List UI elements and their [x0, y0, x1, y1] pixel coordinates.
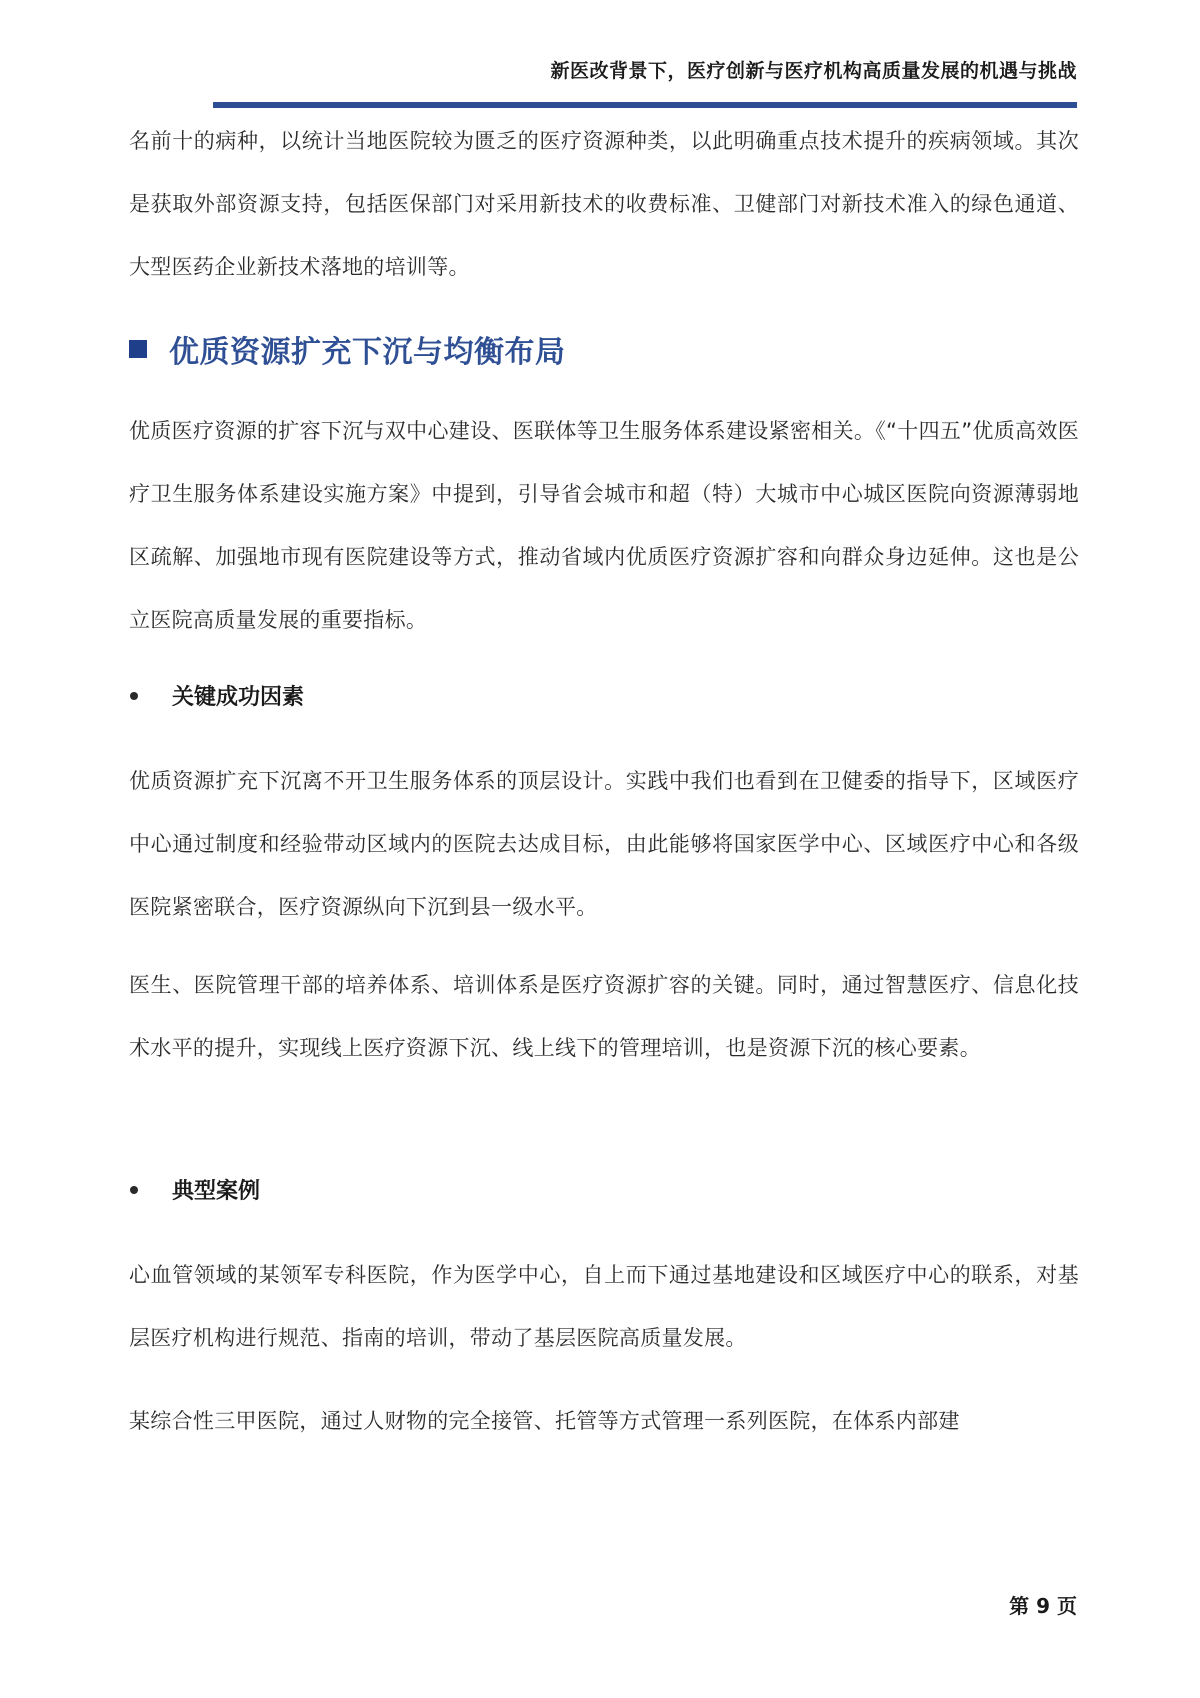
page-number: 第 9 页 [1009, 1594, 1077, 1618]
paragraph-factors-1: 优质资源扩充下沉离不开卫生服务体系的顶层设计。实践中我们也看到在卫健委的指导下，区域医疗中心通过制度和经验带动区域内的医院去达成目标，由此能够将国家医学中心、区域医疗中心和各级医院紧密联合，医疗资源纵向下沉到县一级水平。 [129, 769, 1079, 919]
paragraph-section-intro: 优质医疗资源的扩容下沉与双中心建设、医联体等卫生服务体系建设紧密相关。《“十四五”优质高效医疗卫生服务体系建设实施方案》中提到，引导省会城市和超（特）大城市中心城区医院向资源薄弱地区疏解、加强地市现有医院建设等方式，推动省域内优质医疗资源扩容和向群众身边延伸。这也是公立医院高质量发展的重要指标。 [129, 419, 1079, 632]
subheading-key-factors [129, 680, 304, 711]
bullet-dot-icon [130, 1186, 138, 1194]
page-header-title: 新医改背景下，医疗创新与医疗机构高质量发展的机遇与挑战 [550, 60, 1077, 82]
subheading-typical-cases [129, 1174, 260, 1205]
subheading-key-factors-text: 关键成功因素 [172, 685, 305, 710]
paragraph-case-2: 某综合性三甲医院，通过人财物的完全接管、托管等方式管理一系列医院，在体系内部建 [129, 1409, 960, 1433]
section-heading [129, 327, 566, 371]
paragraph-intro: 名前十的病种，以统计当地医院较为匮乏的医疗资源种类，以此明确重点技术提升的疾病领域。其次是获取外部资源支持，包括医保部门对采用新技术的收费标准、卫健部门对新技术准入的绿色通道、大型医药企业新技术落地的培训等。 [129, 129, 1079, 279]
paragraph-case-1: 心血管领域的某领军专科医院，作为医学中心，自上而下通过基地建设和区域医疗中心的联系，对基层医疗机构进行规范、指南的培训，带动了基层医院高质量发展。 [129, 1263, 1079, 1350]
section-heading-text: 优质资源扩充下沉与均衡布局 [169, 335, 566, 370]
bullet-dot-icon [130, 692, 138, 700]
header-rule [213, 102, 1077, 108]
square-bullet-icon [129, 340, 147, 358]
subheading-typical-cases-text: 典型案例 [172, 1179, 261, 1204]
paragraph-factors-2: 医生、医院管理干部的培养体系、培训体系是医疗资源扩容的关键。同时，通过智慧医疗、信息化技术水平的提升，实现线上医疗资源下沉、线上线下的管理培训，也是资源下沉的核心要素。 [129, 973, 1079, 1060]
